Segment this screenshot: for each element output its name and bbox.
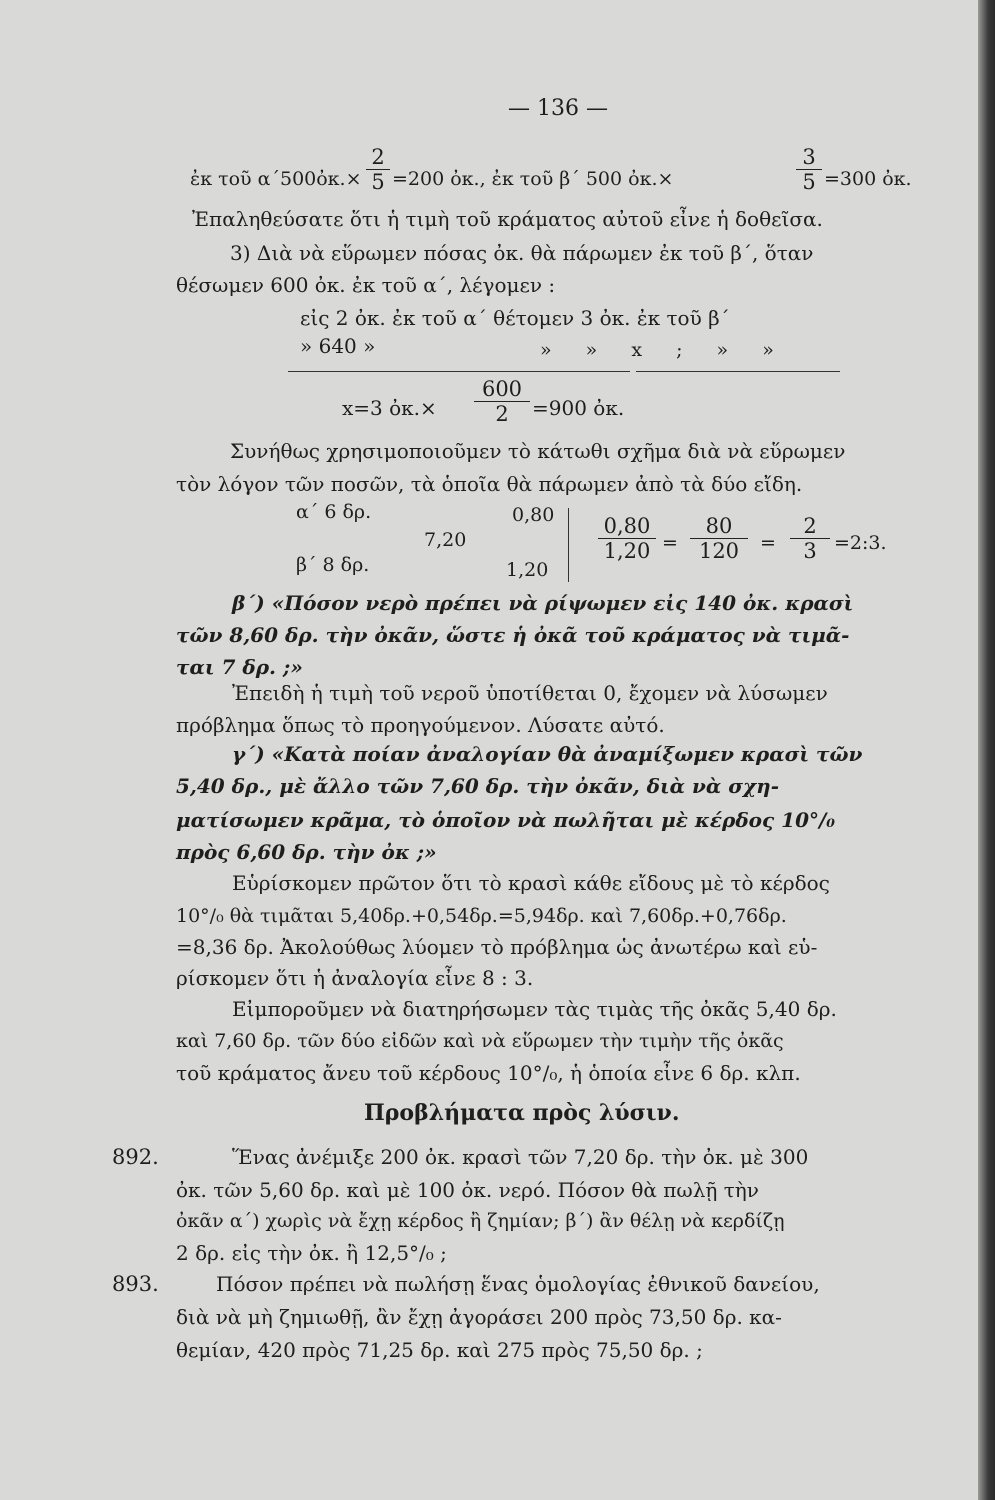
fraction bbox=[790, 515, 830, 562]
fraction-denominator: 120 bbox=[698, 539, 740, 563]
problem-line: Πόσον πρέπει νὰ πωλήσῃ ἕνας ὁμολογίας ἐθνικοῦ δανείου, bbox=[216, 1272, 820, 1296]
text-line: Συνήθως χρησιμοποιοῦμεν τὸ κάτωθι σχῆμα διὰ νὰ εὕρωμεν bbox=[230, 439, 846, 463]
text-line: Ἐπειδὴ ἡ τιμὴ τοῦ νεροῦ ὑποτίθεται 0, ἔχομεν νὰ λύσωμεν bbox=[232, 681, 828, 705]
problem-number: 893. bbox=[112, 1272, 159, 1296]
text-line: θέσωμεν 600 ὀκ. ἐκ τοῦ α΄, λέγομεν : bbox=[176, 273, 556, 297]
text-line: ἐκ τοῦ α΄500ὀκ.× bbox=[190, 168, 362, 190]
fraction-denominator: 2 bbox=[495, 402, 509, 426]
text-line: Εὑρίσκομεν πρῶτον ὅτι τὸ κρασὶ κάθε εἴδους μὲ τὸ κέρδος bbox=[232, 871, 830, 895]
fraction bbox=[366, 146, 390, 193]
scheme-value: 0,80 bbox=[512, 504, 555, 526]
fraction-numerator: 80 bbox=[705, 514, 733, 538]
scheme-divider bbox=[568, 508, 569, 582]
text-line: τοῦ κράματος ἄνευ τοῦ κέρδους 10°/₀, ἡ ὁποία εἶνε 6 δρ. κλπ. bbox=[176, 1061, 801, 1085]
scheme-result: =2:3. bbox=[834, 532, 887, 554]
fraction bbox=[598, 515, 656, 562]
problem-line: 2 δρ. εἰς τὴν ὀκ. ἢ 12,5°/₀ ; bbox=[176, 1241, 447, 1265]
fraction bbox=[474, 378, 530, 425]
text-line: ται 7 δρ. ;» bbox=[176, 655, 303, 679]
section-heading: Προβλήματα πρὸς λύσιν. bbox=[364, 1100, 680, 1126]
text-line: ρίσκομεν ὅτι ἡ ἀναλογία εἶνε 8 : 3. bbox=[176, 966, 534, 990]
fraction-numerator: 2 bbox=[371, 145, 385, 169]
text-line: Ἐπαληθεύσατε ὅτι ἡ τιμὴ τοῦ κράματος αὐτοῦ εἶνε ἡ δοθεῖσα. bbox=[192, 207, 823, 231]
problem-line: ὀκᾶν α΄) χωρὶς νὰ ἔχῃ κέρδος ἢ ζημίαν; β΄) ἂν θέλῃ νὰ κερδίζῃ bbox=[176, 1210, 785, 1232]
text-line: πρόβλημα ὅπως τὸ προηγούμενον. Λύσατε αὐτό. bbox=[176, 713, 665, 737]
page-number: — 136 — bbox=[508, 96, 608, 121]
text-line: β΄) «Πόσον νερὸ πρέπει νὰ ρίψωμεν εἰς 140 ὀκ. κρασὶ bbox=[232, 591, 854, 615]
fraction bbox=[690, 515, 748, 562]
scheme-equals: = bbox=[760, 532, 776, 554]
problem-line: ὀκ. τῶν 5,60 δρ. καὶ μὲ 100 ὀκ. νερό. Πόσον θὰ πωλῇ τὴν bbox=[176, 1178, 759, 1202]
problem-line: θεμίαν, 420 πρὸς 71,25 δρ. καὶ 275 πρὸς 75,50 δρ. ; bbox=[176, 1338, 703, 1362]
scheme-label: α΄ 6 δρ. bbox=[296, 501, 372, 523]
problem-line: διὰ νὰ μὴ ζημιωθῇ, ἂν ἔχῃ ἀγοράσει 200 πρὸς 73,50 δρ. κα- bbox=[176, 1305, 782, 1329]
rule-line bbox=[288, 371, 630, 372]
scheme-value: 7,20 bbox=[424, 529, 467, 551]
text-line: x=3 ὀκ.× bbox=[342, 396, 437, 420]
problem-number: 892. bbox=[112, 1145, 159, 1169]
fraction-denominator: 5 bbox=[371, 170, 385, 194]
fraction-numerator: 3 bbox=[802, 145, 816, 169]
text-line: » 640 » bbox=[300, 334, 376, 358]
text-line: καὶ 7,60 δρ. τῶν δύο εἰδῶν καὶ νὰ εὕρωμεν τὴν τιμὴν τῆς ὀκᾶς bbox=[176, 1030, 784, 1052]
page-edge-shadow bbox=[978, 0, 995, 1500]
fraction-denominator: 5 bbox=[802, 170, 816, 194]
text-line: =900 ὀκ. bbox=[532, 396, 625, 420]
scheme-value: 1,20 bbox=[506, 559, 549, 581]
fraction bbox=[796, 146, 822, 193]
fraction-numerator: 600 bbox=[481, 377, 523, 401]
text-line: εἰς 2 ὀκ. ἐκ τοῦ α΄ θέτομεν 3 ὀκ. ἐκ τοῦ β΄ bbox=[300, 306, 730, 330]
rule-line bbox=[636, 371, 840, 372]
text-line: =200 ὀκ., ἐκ τοῦ β΄ 500 ὀκ.× bbox=[392, 168, 674, 190]
text-line: » » x ; » » bbox=[540, 339, 774, 361]
text-line: τῶν 8,60 δρ. τὴν ὀκᾶν, ὥστε ἡ ὀκᾶ τοῦ κράματος νὰ τιμᾶ- bbox=[176, 623, 850, 647]
fraction-denominator: 3 bbox=[803, 539, 817, 563]
scheme-equals: = bbox=[662, 532, 678, 554]
problem-line: Ἕνας ἀνέμιξε 200 ὀκ. κρασὶ τῶν 7,20 δρ. τὴν ὀκ. μὲ 300 bbox=[232, 1145, 809, 1169]
text-line: 3) Διὰ νὰ εὕρωμεν πόσας ὀκ. θὰ πάρωμεν ἐκ τοῦ β΄, ὅταν bbox=[230, 241, 814, 265]
text-line: πρὸς 6,60 δρ. τὴν ὀκ ;» bbox=[176, 840, 437, 864]
text-line: ματίσωμεν κρᾶμα, τὸ ὁποῖον νὰ πωλῆται μὲ κέρδος 10°/₀ bbox=[176, 808, 836, 832]
text-line: 10°/₀ θὰ τιμᾶται 5,40δρ.+0,54δρ.=5,94δρ. καὶ 7,60δρ.+0,76δρ. bbox=[176, 905, 787, 927]
fraction-numerator: 2 bbox=[803, 514, 817, 538]
text-line: γ΄) «Κατὰ ποίαν ἀναλογίαν θὰ ἀναμίξωμεν κρασὶ τῶν bbox=[232, 742, 863, 766]
text-line: 5,40 δρ., μὲ ἄλλο τῶν 7,60 δρ. τὴν ὀκᾶν, διὰ νὰ σχη- bbox=[176, 774, 779, 798]
scheme-label: β΄ 8 δρ. bbox=[296, 554, 370, 576]
text-line: =8,36 δρ. Ἀκολούθως λύομεν τὸ πρόβλημα ὡς ἀνωτέρω καὶ εὑ- bbox=[176, 935, 818, 959]
text-line: Εἰμποροῦμεν νὰ διατηρήσωμεν τὰς τιμὰς τῆς ὀκᾶς 5,40 δρ. bbox=[232, 997, 837, 1021]
fraction-denominator: 1,20 bbox=[603, 539, 651, 563]
fraction-numerator: 0,80 bbox=[603, 514, 651, 538]
text-line: =300 ὀκ. bbox=[824, 168, 912, 190]
text-line: τὸν λόγον τῶν ποσῶν, τὰ ὁποῖα θὰ πάρωμεν ἀπὸ τὰ δύο εἴδη. bbox=[176, 472, 803, 496]
